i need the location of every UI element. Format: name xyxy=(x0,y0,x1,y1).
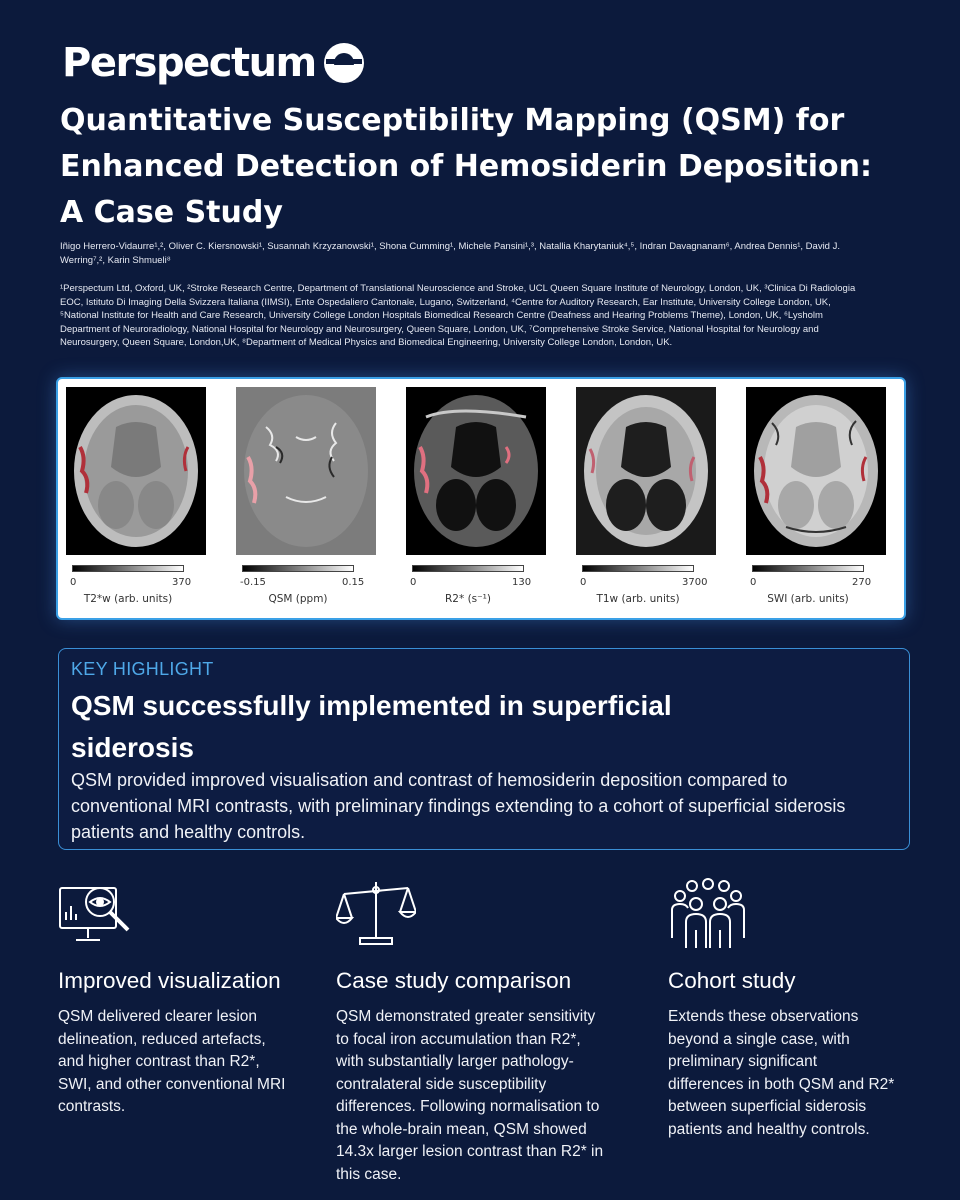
mri-panel-r2star xyxy=(406,387,546,612)
colorbar xyxy=(72,565,184,572)
feature-description xyxy=(58,1006,318,1119)
text-line: SWI, and other conventional MRI xyxy=(58,1075,286,1093)
feature-title: Improved visualization xyxy=(58,968,281,993)
text-line: contralateral side susceptibility xyxy=(336,1075,547,1093)
highlight-kicker: KEY HIGHLIGHT xyxy=(71,659,214,679)
colorbar-min: -0.15 xyxy=(240,577,266,588)
text-line: delineation, reduced artefacts, xyxy=(58,1030,266,1048)
text-line: between superficial siderosis xyxy=(668,1098,867,1115)
affiliation-line: Neurosurgery, Queen Square, London,UK, ⁸Department of Medical Physics and Biomedical Engineering, University College London, London, UK. xyxy=(60,337,673,348)
colorbar-label: T2*w (arb. units) xyxy=(83,593,173,605)
mri-panel-swi xyxy=(746,387,886,612)
text-line: preliminary significant xyxy=(668,1053,818,1070)
feature-title: Case study comparison xyxy=(336,968,572,993)
mri-brain-image xyxy=(66,387,206,555)
key-highlight-box xyxy=(58,648,910,850)
text-line: Extends these observations xyxy=(668,1008,859,1025)
affiliation-line: ¹Perspectum Ltd, Oxford, UK, ²Stroke Research Centre, Department of Translational Neuroscience and Stroke, UCL Queen Square Institute of Neurology, London, UK, ³Clinica Di Radiologia xyxy=(60,283,856,294)
affiliation-line: EOC, Istituto Di Imaging Della Svizzera Italiana (IIMSI), Ente Ospedaliero Cantonale, Lugano, Switzerland, ⁴Centre for Auditory Research, Ear Institute, University College London, UK, xyxy=(60,296,831,308)
mri-brain-image xyxy=(236,387,376,555)
mri-brain-image xyxy=(406,387,546,555)
text-line: with substantially larger pathology- xyxy=(336,1053,574,1070)
perspectum-smile-icon xyxy=(322,41,366,85)
colorbar-max: 370 xyxy=(172,577,192,588)
text-line: to focal iron accumulation than R2*, xyxy=(336,1030,581,1048)
affiliation-line: Department of Neuroradiology, National Hospital for Neurology and Neurosurgery, Queen Square, London, UK, ⁷Comprehensive Stroke Service, National Hospital for Neurology and xyxy=(60,323,819,335)
author-line: Iñigo Herrero-Vidaurre¹,², Oliver C. Kiersnowski¹, Susannah Krzyzanowski¹, Shona Cumming¹, Michele Pansini¹,³, Natallia Kharytaniuk⁴,⁵, Indran Davagnanam⁶, Andrea Dennis¹, David J. xyxy=(60,241,840,252)
affiliation-list xyxy=(60,282,910,350)
feature-title: Cohort study xyxy=(668,968,796,993)
monitor-eye-magnifier-icon xyxy=(58,878,138,950)
text-line: the whole-brain mean, QSM showed xyxy=(336,1120,587,1138)
colorbar-label: QSM (ppm) xyxy=(268,593,328,605)
perspectum-logo xyxy=(62,40,366,86)
mri-figure xyxy=(56,377,906,620)
colorbar-min: 0 xyxy=(580,577,587,588)
mri-brain-image xyxy=(746,387,886,555)
mri-panel-t1w xyxy=(576,387,716,612)
affiliation-line: ⁵National Institute for Health and Care Research, University College London Hospitals Biomedical Research Centre (Deafness and Hearing Problems Theme), London, UK, ⁶Lysholm xyxy=(60,310,823,321)
text-line: differences in both QSM and R2* xyxy=(668,1075,895,1093)
mri-panel-qsm xyxy=(236,387,376,612)
author-line: Werring⁷,², Karin Shmueli⁸ xyxy=(60,255,171,266)
mri-panel-t2w xyxy=(66,387,206,612)
text-line: QSM delivered clearer lesion xyxy=(58,1008,258,1025)
colorbar-min: 0 xyxy=(410,577,417,588)
page-title: Quantitative Susceptibility Mapping (QSM) for Enhanced Detection of Hemosiderin Deposition: A Case Study xyxy=(60,103,872,230)
colorbar xyxy=(582,565,694,572)
colorbar-label: T1w (arb. units) xyxy=(596,593,680,605)
text-line: this case. xyxy=(336,1165,402,1183)
text-line: QSM demonstrated greater sensitivity xyxy=(336,1008,596,1025)
mri-brain-image xyxy=(576,387,716,555)
text-line: patients and healthy controls. xyxy=(668,1120,870,1138)
colorbar-min: 0 xyxy=(750,577,757,588)
colorbar-max: 270 xyxy=(852,577,872,588)
colorbar xyxy=(752,565,864,572)
feature-description xyxy=(336,1006,636,1186)
colorbar-max: 3700 xyxy=(682,577,708,588)
highlight-body: QSM provided improved visualisation and contrast of hemosiderin deposition compared to conventional MRI contrasts, with preliminary findings extending to a cohort of superficial siderosis patients and healthy controls. xyxy=(71,770,846,842)
colorbar-label: SWI (arb. units) xyxy=(767,593,849,605)
author-list xyxy=(60,240,910,268)
text-line: and higher contrast than R2*, xyxy=(58,1053,260,1070)
highlight-headline: QSM successfully implemented in superficial siderosis xyxy=(71,690,672,763)
colorbar xyxy=(412,565,524,572)
colorbar-min: 0 xyxy=(70,577,77,588)
group-of-people-icon xyxy=(668,878,748,950)
text-line: beyond a single case, with xyxy=(668,1030,850,1048)
logo-wordmark: Perspectum xyxy=(62,40,316,86)
text-line: 14.3x larger lesion contrast than R2* in xyxy=(336,1143,604,1160)
colorbar-max: 0.15 xyxy=(342,577,365,588)
text-line: contrasts. xyxy=(58,1098,126,1115)
colorbar-max: 130 xyxy=(512,577,532,588)
colorbar-label: R2* (s⁻¹) xyxy=(445,593,491,605)
text-line: differences. Following normalisation to xyxy=(336,1098,600,1115)
colorbar xyxy=(242,565,354,572)
balance-scale-icon xyxy=(336,878,416,950)
feature-description xyxy=(668,1006,938,1141)
